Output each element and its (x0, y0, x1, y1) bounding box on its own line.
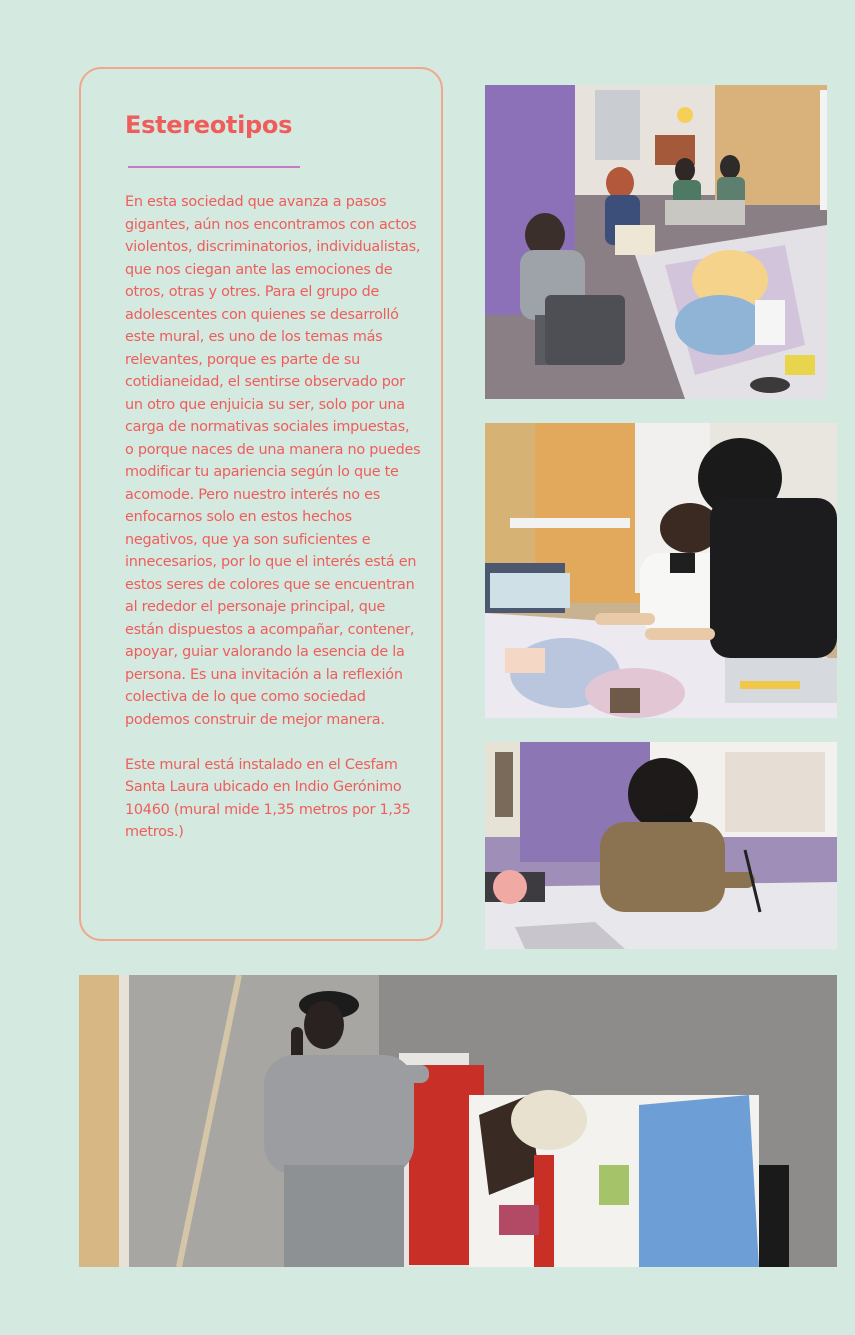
text-card (79, 67, 443, 941)
paragraph-description: En esta sociedad que avanza a pasos gigantes, aún nos encontramos con actos violentos, discriminatorios, individualistas, que nos ciegan ante las emociones de otros, otras y otres. Para el grupo de adolescentes con quienes se desarrolló este mural, es uno de los temas más relevantes, porque es parte de su cotidianeidad, el sentirse observado por un otro que enjuicia su ser, solo por una carga de normativas sociales impuestas, o porque naces de una manera no puedes modificar tu apariencia según lo que te acomode. Pero nuestro interés no es enfocarnos solo en estos hechos negativos, que ya son suficientes e innecesarios, por lo que el interés está en estos seres de colores que se encuentran al rededor el personaje principal, que están dispuestos a acompañar, contener, apoyar, guiar valorando la esencia de la persona. Es una invitación a la reflexión colectiva de lo que como sociedad podemos construir de mejor manera. (125, 194, 421, 728)
workshop-photo-group (485, 85, 827, 399)
body-text (125, 191, 421, 866)
workshop-photo-detail (485, 742, 837, 949)
title-divider (128, 166, 300, 168)
workshop-photo-painting (485, 423, 837, 718)
paragraph-location: Este mural está instalado en el Cesfam Santa Laura ubicado en Indio Gerónimo 10460 (mural mide 1,35 metros por 1,35 metros.) (125, 756, 411, 840)
mural-installation-photo (79, 975, 837, 1267)
section-title: Estereotipos (125, 111, 293, 139)
